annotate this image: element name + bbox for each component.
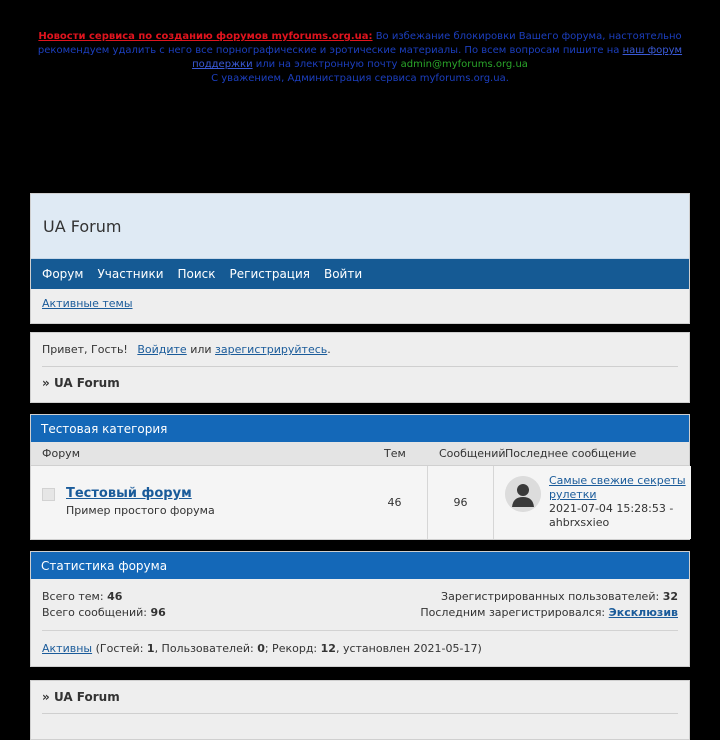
last-post-info: [549, 474, 689, 530]
footer-breadcrumb-box: [30, 680, 690, 740]
total-topics-label: Всего тем:: [42, 590, 104, 603]
breadcrumb-item[interactable]: UA Forum: [53, 376, 120, 390]
footer-divider: [42, 713, 678, 714]
total-topics-value: 46: [107, 590, 123, 603]
announcement-text-2: или на электронную почту: [252, 59, 401, 70]
online-text-1: (Гостей:: [92, 642, 147, 655]
last-registered-row: [420, 606, 678, 619]
menu-item-login[interactable]: Войти: [323, 267, 363, 281]
footer-breadcrumb-arrow: »: [42, 690, 50, 704]
avatar-icon[interactable]: [505, 476, 541, 512]
last-post-meta: 2021-07-04 15:28:53 - ahbrxsxieo: [549, 502, 674, 529]
col-topics: Тем: [384, 447, 406, 460]
category-title[interactable]: Тестовая категория: [31, 415, 689, 442]
announcement-signature: С уважением, Администрация сервиса myforums.org.ua.: [211, 73, 509, 84]
online-text-2: , Пользователей:: [154, 642, 258, 655]
registered-value: 32: [662, 590, 678, 603]
active-users-link[interactable]: Активны: [42, 642, 93, 655]
category-columns: [31, 442, 689, 466]
forum-link[interactable]: Тестовый форум: [66, 486, 192, 501]
or-text: или: [190, 343, 212, 356]
online-text-4: , установлен 2021-05-17): [335, 642, 482, 655]
welcome-line: [42, 343, 678, 356]
menu-item-forum[interactable]: Форум: [42, 267, 84, 281]
forum-description: Пример простого форума: [66, 504, 215, 517]
forum-status-icon: [42, 488, 55, 501]
total-topics-row: [42, 590, 122, 603]
last-registered-label: Последним зарегистрировался:: [420, 606, 606, 619]
col-last: Последнее сообщение: [505, 447, 637, 460]
total-posts-value: 96: [150, 606, 166, 619]
support-forum-link[interactable]: наш форум поддержки: [192, 45, 683, 70]
active-topics-link[interactable]: Активные темы: [42, 297, 133, 310]
forum-row: [31, 466, 689, 539]
menu-item-register[interactable]: Регистрация: [229, 267, 310, 281]
category-section: [30, 414, 690, 540]
period-text: .: [327, 343, 331, 356]
online-row: [42, 642, 482, 655]
col-posts: Сообщений: [439, 447, 506, 460]
menu-item-search[interactable]: Поиск: [177, 267, 216, 281]
service-announcement: [30, 30, 690, 86]
register-link[interactable]: зарегистрируйтесь: [215, 343, 328, 356]
admin-email: admin@myforums.org.ua: [400, 59, 528, 70]
registered-row: [441, 590, 678, 603]
col-forum: Форум: [42, 447, 80, 460]
stats-divider: [42, 630, 678, 631]
forum-topics-count: 46: [362, 466, 428, 539]
announcement-headline: Новости сервиса по созданию форумов myforums.org.ua:: [38, 31, 373, 42]
forum-stats: [30, 551, 690, 667]
divider: [42, 366, 678, 367]
footer-breadcrumb: [42, 690, 678, 704]
greeting-text: Привет, Гость!: [42, 343, 128, 356]
breadcrumb-arrow: »: [42, 376, 50, 390]
announcement-text: Во избежание блокировки Вашего форума, настоятельно рекомендуем удалить с него все порнографические и эротические материалы. По всем вопросам пишите на: [37, 31, 682, 56]
guests-count: 1: [146, 642, 155, 655]
header-banner: [31, 194, 689, 259]
last-registered-link[interactable]: Эксклюзив: [608, 606, 678, 619]
breadcrumb: [42, 376, 678, 390]
login-link[interactable]: Войдите: [137, 343, 187, 356]
registered-label: Зарегистрированных пользователей:: [441, 590, 660, 603]
forum-name-cell: [31, 466, 363, 539]
stats-body: [31, 579, 689, 667]
menu-item-members[interactable]: Участники: [97, 267, 164, 281]
users-count: 0: [257, 642, 265, 655]
last-post-cell: [494, 466, 691, 539]
welcome-box: [30, 332, 690, 403]
submenu: [31, 289, 689, 318]
stats-title: Статистика форума: [31, 552, 689, 579]
main-menu: [31, 259, 689, 289]
forum-posts-count: 96: [428, 466, 494, 539]
total-posts-row: [42, 606, 166, 619]
record-count: 12: [320, 642, 336, 655]
total-posts-label: Всего сообщений:: [42, 606, 147, 619]
online-text-3: ; Рекорд:: [264, 642, 321, 655]
forum-title[interactable]: UA Forum: [43, 216, 122, 236]
footer-breadcrumb-item[interactable]: UA Forum: [53, 690, 120, 704]
last-post-link[interactable]: Самые свежие секреты рулетки: [549, 474, 686, 501]
forum-header: [30, 193, 690, 324]
